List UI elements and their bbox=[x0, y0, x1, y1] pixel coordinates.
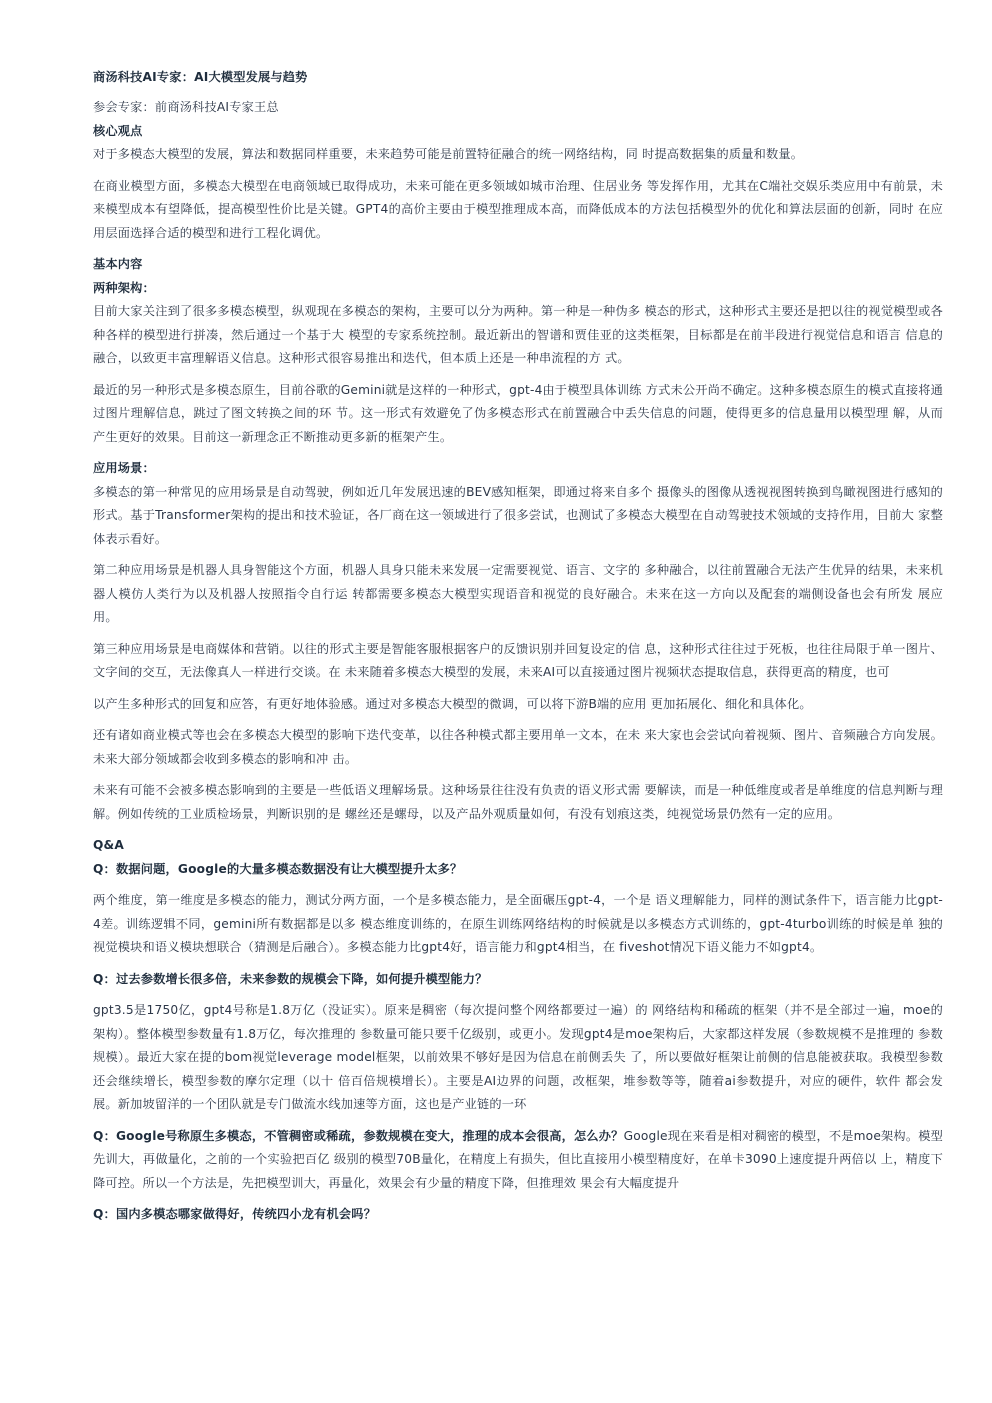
application-paragraph-5: 还有诸如商业模式等也会在多模态大模型的影响下迭代变革，以往各种模式都主要用单一文本，在未 来大家也会尝试向着视频、图片、音频融合方向发展。未来大部分领域都会收到多模态的影响和冲 击。 bbox=[93, 728, 943, 766]
architecture-paragraph-1: 目前大家关注到了很多多模态模型，纵观现在多模态的架构，主要可以分为两种。第一种是一种伪多 模态的形式，这种形式主要还是把以往的视觉模型或各种各样的模型进行拼凑，然后通过一个基于大 模型的专家系统控制。最近新出的智谱和贾佳亚的这类框架，目标都是在前半段进行视觉信息和语言 信息的融合，以致更丰富理解语义信息。这种形式很容易推出和迭代，但本质上还是一种串流程的方 式。 bbox=[93, 304, 943, 365]
application-paragraph-3: 第三种应用场景是电商媒体和营销。以往的形式主要是智能客服根据客户的反馈识别并回复设定的信 息，这种形式往往过于死板，也往往局限于单一图片、文字间的交互，无法像真人一样进行交谈。在 未来随着多模态大模型的发展，未来AI可以直接通过图片视频状态提取信息，获得更高的精度，也可 bbox=[93, 641, 943, 679]
answer-2: gpt3.5是1750亿，gpt4号称是1.8万亿（没证实）。原来是稠密（每次提问整个网络都要过一遍）的 网络结构和稀疏的框架（并不是全部过一遍，moe的架构）。整体模型参数量有1.8万亿，每次推理的 参数量可能只要千亿级别，或更小。发现gpt4是moe架构后，大家都这样发展（参数规模不是推理的 参数规模）。最近大家在提的bom视觉leverage model框架，以前效果不够好是因为信息在前侧丢失 了，所以要做好框架让前侧的信息能被获取。我模型参数还会继续增长，模型参数的摩尔定理（以十 倍百倍规模增长）。主要是AI边界的问题，改框架，堆参数等等，随着ai参数提升，对应的硬件，软件 都会发展。新加坡留洋的一个团队就是专门做流水线加速等方面，这也是产业链的一环 bbox=[93, 1003, 943, 1111]
answer-3: Google现在来看是相对稠密的模型，不是moe架构。模型先训大，再做量化，之前的一个实验把百亿 级别的模型70B量化，在精度上有损失，但比直接用小模型精度好，在单卡3090上速度提升两倍以 上，精度下降可控。所以一个方法是，先把模型训大，再量化，效果会有少量的精度下降，但推理效 果会有大幅度提升 bbox=[93, 1128, 943, 1190]
core-paragraph-1: 对于多模态大模型的发展，算法和数据同样重要，未来趋势可能是前置特征融合的统一网络结构，同 时提高数据集的质量和数量。 bbox=[93, 147, 804, 161]
question-3: Q：Google号称原生多模态，不管稠密或稀疏，参数规模在变大，推理的成本会很高，怎么办？ bbox=[93, 1128, 624, 1143]
application-paragraph-1: 多模态的第一种常见的应用场景是自动驾驶，例如近几年发展迅速的BEV感知框架，即通过将来自多个 摄像头的图像从透视视图转换到鸟瞰视图进行感知的形式。基于Transformer架构的提出和技术验证，各厂商在这一领域进行了很多尝试，也测试了多模态大模型在自动驾驶技术领域的支持作用，目前大 家整体表示看好。 bbox=[93, 484, 943, 546]
application-paragraph-4: 以产生多种形式的回复和应答，有更好地体验感。通过对多模态大模型的微调，可以将下游B端的应用 更加拓展化、细化和具体化。 bbox=[93, 696, 812, 711]
application-heading: 应用场景： bbox=[93, 461, 155, 475]
application-paragraph-2: 第二种应用场景是机器人具身智能这个方面，机器人具身只能未来发展一定需要视觉、语言、文字的 多种融合，以往前置融合无法产生优异的结果，未来机器人模仿人类行为以及机器人按照指令自行运 转都需要多模态大模型实现语音和视觉的良好融合。未来在这一方向以及配套的端侧设备也会有所发 展应用。 bbox=[93, 563, 943, 624]
question-4: Q：国内多模态哪家做得好，传统四小龙有机会吗？ bbox=[93, 1207, 377, 1221]
architecture-heading: 两种架构： bbox=[93, 280, 155, 295]
application-paragraph-6: 未来有可能不会被多模态影响到的主要是一些低语义理解场景。这种场景往往没有负责的语义形式需 要解读，而是一种低维度或者是单维度的信息判断与理解。例如传统的工业质检场景，判断识别的是 螺丝还是螺母，以及产品外观质量如何，有没有划痕这类，纯视觉场景仍然有一定的应用。 bbox=[93, 783, 943, 821]
core-heading: 核心观点 bbox=[93, 123, 143, 138]
document-title: 商汤科技AI专家：AI大模型发展与趋势 bbox=[93, 70, 308, 84]
question-2: Q：过去参数增长很多倍，未来参数的规模会下降，如何提升模型能力？ bbox=[93, 971, 488, 986]
qa-item-3 bbox=[93, 1125, 943, 1196]
question-1: Q：数据问题，Google的大量多模态数据没有让大模型提升太多？ bbox=[93, 861, 463, 876]
architecture-paragraph-2: 最近的另一种形式是多模态原生，目前谷歌的Gemini就是这样的一种形式，gpt-4由于模型具体训练 方式未公开尚不确定。这种多模态原生的模式直接将通过图片理解信息，跳过了图文转换之间的环 节。这一形式有效避免了伪多模态形式在前置融合中丢失信息的问题，使得更多的信息量用以模型理 解，从而产生更好的效果。目前这一新理念正不断推动更多新的框架产生。 bbox=[93, 382, 944, 444]
basic-heading: 基本内容 bbox=[93, 257, 143, 271]
expert-line: 参会专家：前商汤科技AI专家王总 bbox=[93, 100, 279, 114]
qa-heading: Q&A bbox=[93, 838, 125, 852]
core-paragraph-2: 在商业模型方面，多模态大模型在电商领域已取得成功，未来可能在更多领域如城市治理、住居业务 等发挥作用，尤其在C端社交娱乐类应用中有前景，未来模型成本有望降低，提高模型性价比是关键。GPT4的高价主要由于模型推理成本高，而降低成本的方法包括模型外的优化和算法层面的创新，同时 在应用层面选择合适的模型和进行工程化调优。 bbox=[93, 178, 943, 240]
document-page bbox=[93, 64, 943, 1235]
answer-1: 两个维度，第一维度是多模态的能力，测试分两方面，一个是多模态能力，是全面碾压gpt-4，一个是 语义理解能力，同样的测试条件下，语言能力比gpt-4差。训练逻辑不同，gemini所有数据都是以多 模态维度训练的，在原生训练网络结构的时候就是以多模态方式训练的，gpt-4turbo训练的时候是单 独的视觉模块和语义模块想联合（猜测是后融合）。多模态能力比gpt4好，语言能力和gpt4相当，在 fiveshot情况下语义能力不如gpt4。 bbox=[93, 893, 943, 954]
